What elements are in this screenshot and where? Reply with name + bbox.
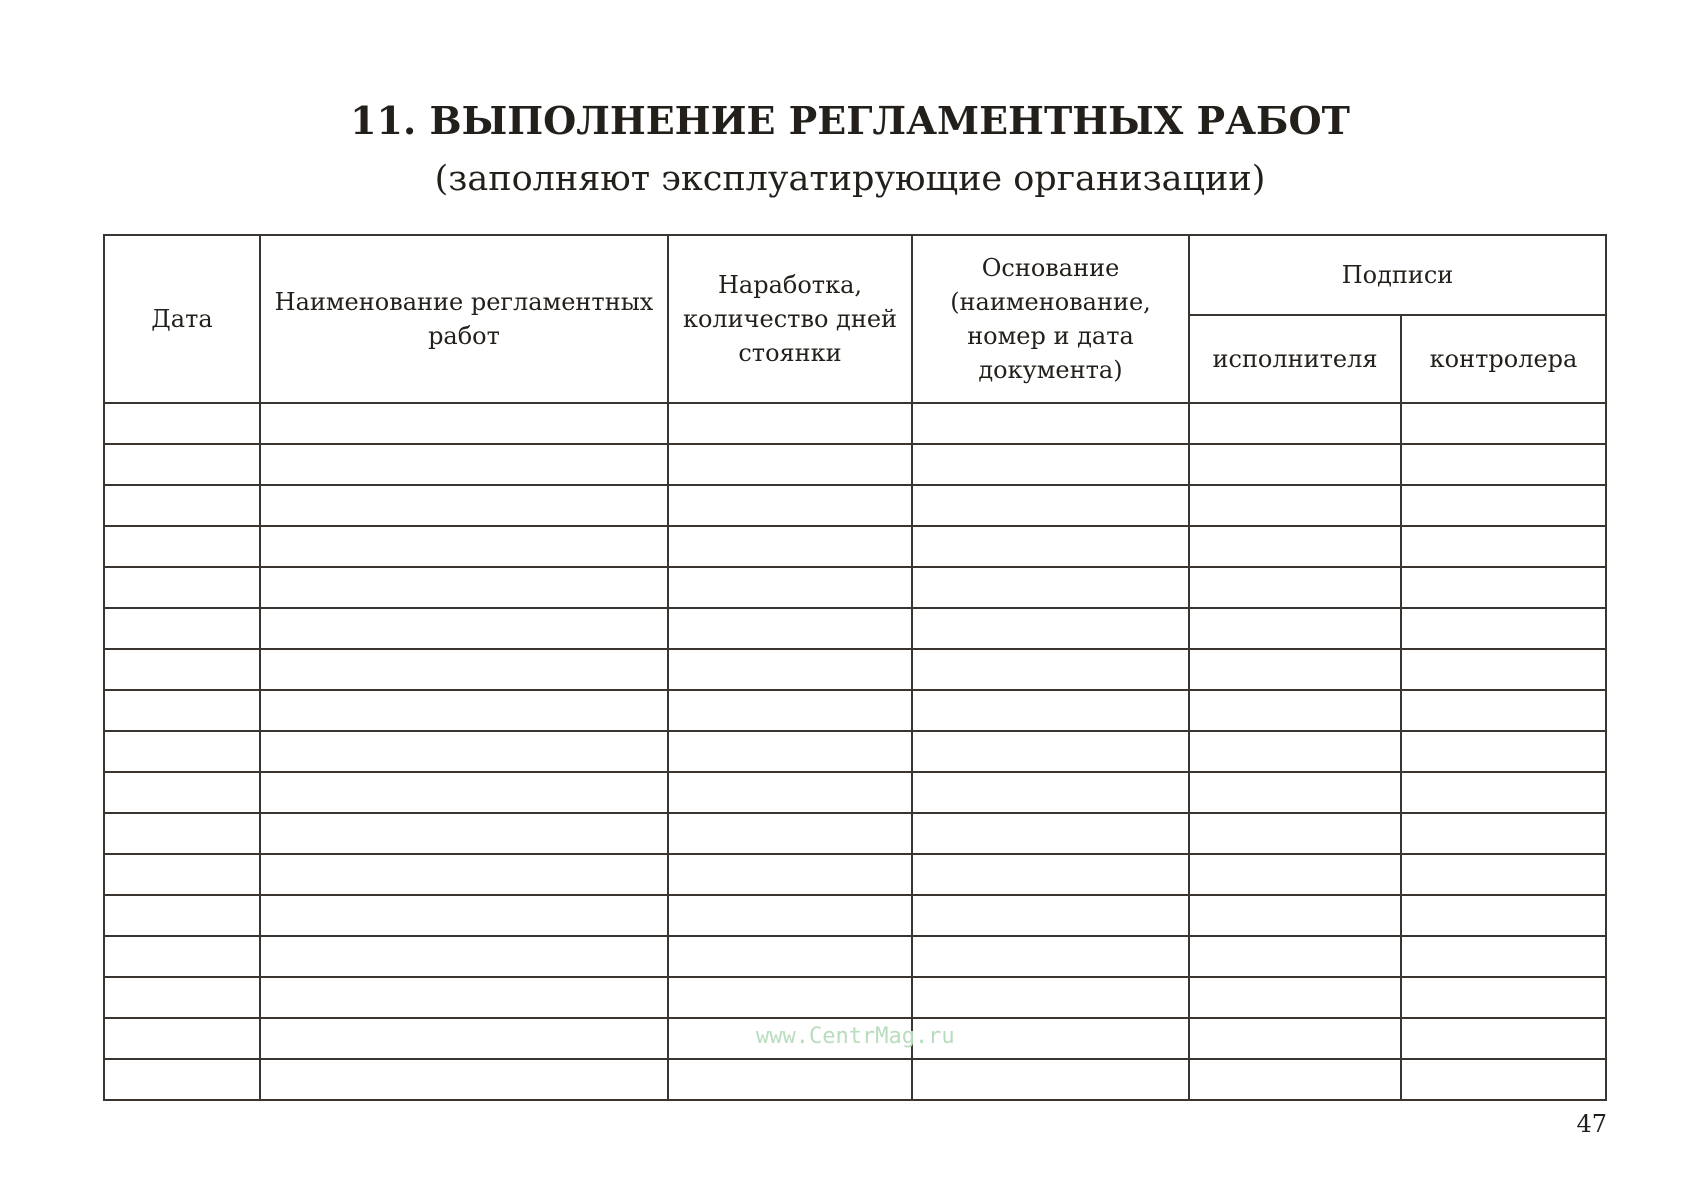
column-header-operating-time: Наработка, количество дней стоянки	[668, 235, 912, 403]
basis-cell[interactable]	[912, 690, 1189, 731]
table-row	[104, 567, 1606, 608]
basis-cell[interactable]	[912, 444, 1189, 485]
column-header-date: Дата	[104, 235, 260, 403]
date-cell[interactable]	[104, 772, 260, 813]
work-name-cell[interactable]	[260, 895, 668, 936]
executor-signature-cell[interactable]	[1189, 485, 1401, 526]
basis-cell[interactable]	[912, 567, 1189, 608]
executor-signature-cell[interactable]	[1189, 813, 1401, 854]
table-row	[104, 772, 1606, 813]
operating-time-cell[interactable]	[668, 403, 912, 444]
controller-signature-cell[interactable]	[1401, 526, 1606, 567]
controller-signature-cell[interactable]	[1401, 895, 1606, 936]
operating-time-cell[interactable]	[668, 649, 912, 690]
controller-signature-cell[interactable]	[1401, 772, 1606, 813]
basis-cell[interactable]	[912, 1059, 1189, 1100]
column-header-signatures: Подписи	[1189, 235, 1606, 315]
controller-signature-cell[interactable]	[1401, 690, 1606, 731]
executor-signature-cell[interactable]	[1189, 1059, 1401, 1100]
basis-cell[interactable]	[912, 854, 1189, 895]
work-name-cell[interactable]	[260, 690, 668, 731]
controller-signature-cell[interactable]	[1401, 731, 1606, 772]
column-header-basis: Основание (наименование, номер и дата документа)	[912, 235, 1189, 403]
table-row	[104, 649, 1606, 690]
date-cell[interactable]	[104, 813, 260, 854]
table-row	[104, 526, 1606, 567]
executor-signature-cell[interactable]	[1189, 1018, 1401, 1059]
operating-time-cell[interactable]	[668, 895, 912, 936]
date-cell[interactable]	[104, 977, 260, 1018]
basis-cell[interactable]	[912, 649, 1189, 690]
watermark: www.CentrMag.ru	[756, 1024, 955, 1049]
work-name-cell[interactable]	[260, 526, 668, 567]
table-row	[104, 690, 1606, 731]
operating-time-cell[interactable]	[668, 444, 912, 485]
date-cell[interactable]	[104, 690, 260, 731]
operating-time-cell[interactable]	[668, 690, 912, 731]
date-cell[interactable]	[104, 567, 260, 608]
operating-time-cell[interactable]	[668, 1059, 912, 1100]
date-cell[interactable]	[104, 444, 260, 485]
executor-signature-cell[interactable]	[1189, 854, 1401, 895]
basis-cell[interactable]	[912, 772, 1189, 813]
basis-cell[interactable]	[912, 403, 1189, 444]
table-row	[104, 854, 1606, 895]
work-name-cell[interactable]	[260, 1018, 668, 1059]
table-row	[104, 1059, 1606, 1100]
work-name-cell[interactable]	[260, 772, 668, 813]
operating-time-cell[interactable]	[668, 608, 912, 649]
table-row	[104, 444, 1606, 485]
column-header-controller-signature: контролера	[1401, 315, 1606, 403]
date-cell[interactable]	[104, 1059, 260, 1100]
work-name-cell[interactable]	[260, 403, 668, 444]
controller-signature-cell[interactable]	[1401, 1018, 1606, 1059]
executor-signature-cell[interactable]	[1189, 444, 1401, 485]
controller-signature-cell[interactable]	[1401, 444, 1606, 485]
controller-signature-cell[interactable]	[1401, 854, 1606, 895]
work-name-cell[interactable]	[260, 649, 668, 690]
date-cell[interactable]	[104, 485, 260, 526]
basis-cell[interactable]	[912, 608, 1189, 649]
table-row	[104, 813, 1606, 854]
executor-signature-cell[interactable]	[1189, 567, 1401, 608]
basis-cell[interactable]	[912, 936, 1189, 977]
basis-cell[interactable]	[912, 485, 1189, 526]
controller-signature-cell[interactable]	[1401, 608, 1606, 649]
work-name-cell[interactable]	[260, 444, 668, 485]
work-name-cell[interactable]	[260, 485, 668, 526]
date-cell[interactable]	[104, 936, 260, 977]
executor-signature-cell[interactable]	[1189, 526, 1401, 567]
controller-signature-cell[interactable]	[1401, 936, 1606, 977]
page-title: 11. ВЫПОЛНЕНИЕ РЕГЛАМЕНТНЫХ РАБОТ	[350, 98, 1350, 143]
column-header-work-name: Наименование регламентных работ	[260, 235, 668, 403]
basis-cell[interactable]	[912, 731, 1189, 772]
work-name-cell[interactable]	[260, 936, 668, 977]
basis-cell[interactable]	[912, 895, 1189, 936]
executor-signature-cell[interactable]	[1189, 403, 1401, 444]
executor-signature-cell[interactable]	[1189, 977, 1401, 1018]
work-name-cell[interactable]	[260, 977, 668, 1018]
work-name-cell[interactable]	[260, 567, 668, 608]
controller-signature-cell[interactable]	[1401, 977, 1606, 1018]
operating-time-cell[interactable]	[668, 813, 912, 854]
work-name-cell[interactable]	[260, 813, 668, 854]
controller-signature-cell[interactable]	[1401, 649, 1606, 690]
operating-time-cell[interactable]	[668, 854, 912, 895]
executor-signature-cell[interactable]	[1189, 731, 1401, 772]
table-row	[104, 485, 1606, 526]
controller-signature-cell[interactable]	[1401, 485, 1606, 526]
work-name-cell[interactable]	[260, 854, 668, 895]
executor-signature-cell[interactable]	[1189, 895, 1401, 936]
executor-signature-cell[interactable]	[1189, 649, 1401, 690]
date-cell[interactable]	[104, 649, 260, 690]
date-cell[interactable]	[104, 731, 260, 772]
controller-signature-cell[interactable]	[1401, 567, 1606, 608]
maintenance-log-table	[103, 234, 1607, 1101]
executor-signature-cell[interactable]	[1189, 936, 1401, 977]
operating-time-cell[interactable]	[668, 731, 912, 772]
controller-signature-cell[interactable]	[1401, 813, 1606, 854]
executor-signature-cell[interactable]	[1189, 608, 1401, 649]
table-row	[104, 403, 1606, 444]
controller-signature-cell[interactable]	[1401, 1059, 1606, 1100]
basis-cell[interactable]	[912, 977, 1189, 1018]
table-row	[104, 936, 1606, 977]
operating-time-cell[interactable]	[668, 485, 912, 526]
executor-signature-cell[interactable]	[1189, 690, 1401, 731]
date-cell[interactable]	[104, 895, 260, 936]
column-header-executor-signature: исполнителя	[1189, 315, 1401, 403]
table-row	[104, 608, 1606, 649]
table-row	[104, 895, 1606, 936]
executor-signature-cell[interactable]	[1189, 772, 1401, 813]
work-name-cell[interactable]	[260, 1059, 668, 1100]
date-cell[interactable]	[104, 1018, 260, 1059]
operating-time-cell[interactable]	[668, 526, 912, 567]
table-body	[104, 403, 1606, 1100]
table-row	[104, 977, 1606, 1018]
controller-signature-cell[interactable]	[1401, 403, 1606, 444]
operating-time-cell[interactable]	[668, 772, 912, 813]
work-name-cell[interactable]	[260, 608, 668, 649]
date-cell[interactable]	[104, 608, 260, 649]
operating-time-cell[interactable]	[668, 567, 912, 608]
date-cell[interactable]	[104, 403, 260, 444]
table-row	[104, 731, 1606, 772]
page-number: 47	[1576, 1110, 1607, 1138]
operating-time-cell[interactable]	[668, 977, 912, 1018]
basis-cell[interactable]	[912, 526, 1189, 567]
date-cell[interactable]	[104, 854, 260, 895]
work-name-cell[interactable]	[260, 731, 668, 772]
date-cell[interactable]	[104, 526, 260, 567]
page-subtitle: (заполняют эксплуатирующие организации)	[434, 159, 1266, 199]
operating-time-cell[interactable]	[668, 936, 912, 977]
basis-cell[interactable]	[912, 813, 1189, 854]
